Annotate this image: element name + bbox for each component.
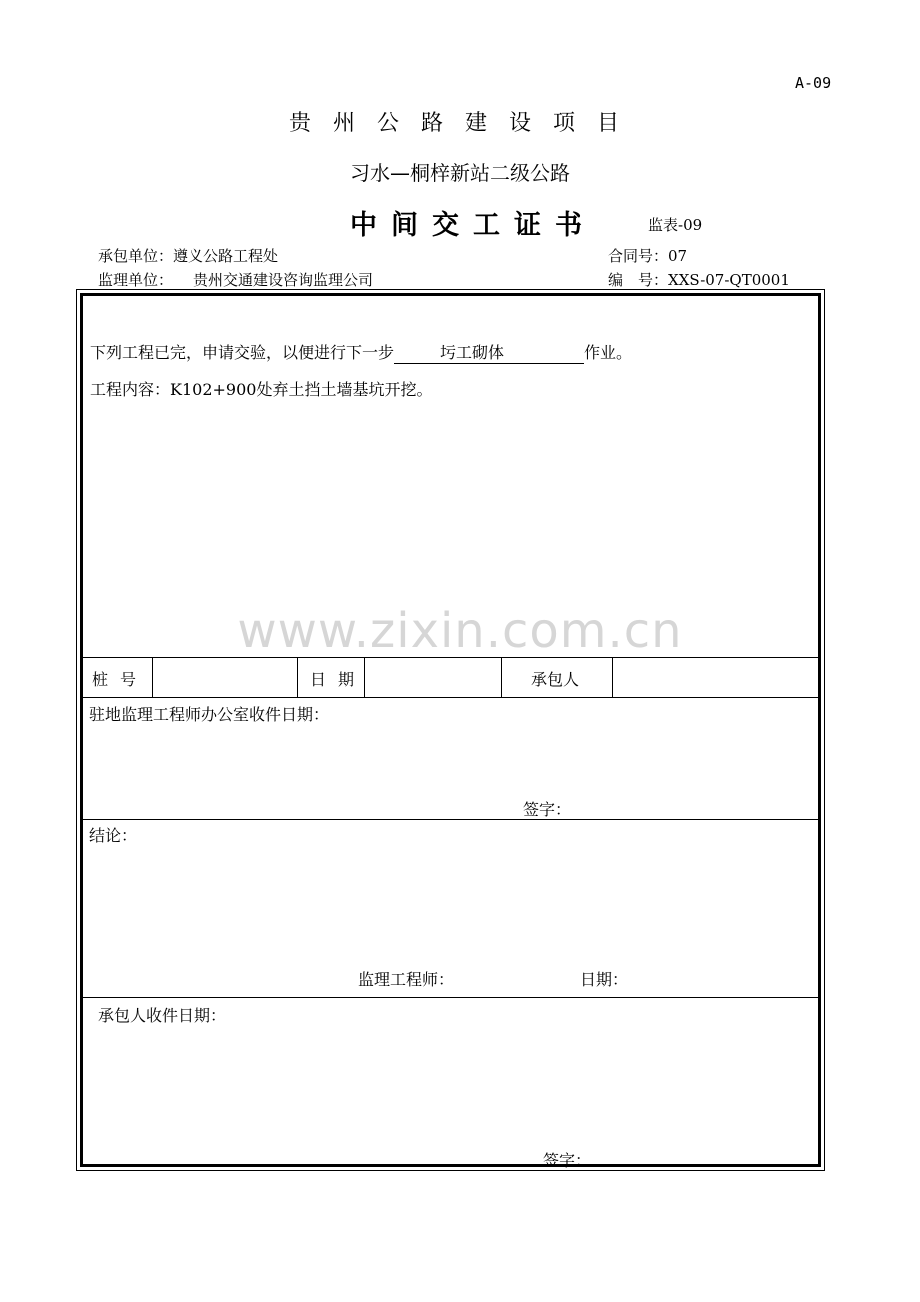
cell-divider — [612, 657, 613, 697]
engineer-label: 监理工程师： — [358, 970, 455, 989]
cell-divider — [152, 657, 153, 697]
next-step-field: 圬工砌体 — [394, 340, 584, 364]
form-number: 监表-09 — [648, 216, 703, 234]
serial-number-value: XXS-07-QT0001 — [668, 271, 790, 289]
office-receipt-date-label: 驻地监理工程师办公室收件日期： — [89, 705, 330, 724]
watermark: www.zixin.com.cn — [237, 603, 683, 659]
date-label: 日期 — [310, 670, 367, 689]
contract-number-label: 合同号： — [608, 247, 669, 265]
form-inner-border — [80, 293, 821, 1167]
request-prefix: 下列工程已完，申请交验，以便进行下一步 — [90, 343, 395, 362]
contractor-unit-label: 承包单位： — [98, 247, 174, 265]
divider-line — [80, 697, 821, 698]
form-code: A-09 — [795, 74, 832, 92]
document-title: 中间交工证书 — [350, 210, 596, 241]
project-title: 贵州公路建设项目 — [288, 111, 641, 136]
cell-divider — [501, 657, 502, 697]
contract-number — [608, 245, 687, 266]
office-signature-label: 签字： — [523, 800, 572, 819]
supervisor-unit — [98, 269, 373, 290]
request-statement — [90, 340, 632, 364]
divider-line — [80, 657, 821, 658]
contractor-receipt-date-label: 承包人收件日期： — [98, 1006, 227, 1025]
contractor-signature-label: 签字： — [543, 1151, 592, 1170]
stake-label: 桩号 — [92, 670, 149, 689]
contractor-unit — [98, 245, 278, 266]
cell-divider — [297, 657, 298, 697]
divider-line — [80, 997, 821, 998]
contract-number-value: 07 — [668, 247, 688, 265]
work-content: 工程内容：K102+900处弃土挡土墙基坑开挖。 — [90, 380, 433, 399]
serial-number-label: 编 号： — [608, 271, 669, 289]
contractor-unit-value: 遵义公路工程处 — [173, 247, 279, 265]
divider-line — [80, 819, 821, 820]
engineer-date-label: 日期： — [580, 970, 629, 989]
supervisor-unit-value: 贵州交通建设咨询监理公司 — [193, 271, 374, 289]
request-suffix: 作业。 — [584, 343, 633, 362]
conclusion-label: 结论： — [89, 826, 138, 845]
contractor-label: 承包人 — [531, 670, 580, 689]
supervisor-unit-label: 监理单位： — [98, 271, 174, 289]
road-title: 习水—桐梓新站二级公路 — [350, 161, 570, 185]
serial-number — [608, 269, 790, 290]
